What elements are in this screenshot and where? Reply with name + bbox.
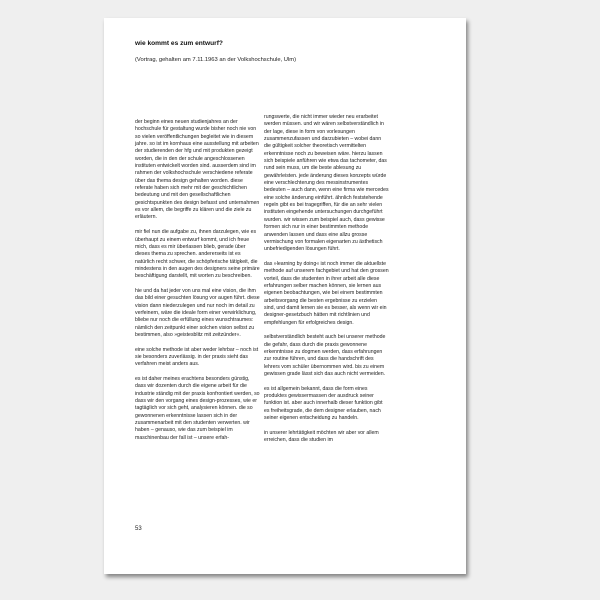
paragraph: selbstverständlich besteht auch bei unserer methode die gefahr, dass durch die praxis gewonnene erkenntnisse zu dogmen werden, dass erfahrungen zur routine führen, und dass die handschrift des lehrers vom schüler übernommen wird. bis zu einem gewissen grade lässt sich das auch nicht vermeiden. [264,334,386,378]
page-number: 53 [135,526,142,532]
article-title: wie kommt es zum entwurf? [135,40,223,47]
paragraph: eine solche methode ist aber weder lehrbar – noch ist sie besonders zuverlässig. in der praxis sieht das verfahren meist anders aus. [135,346,259,368]
article-subtitle: (Vortrag, gehalten am 7.11.1963 an der Volkshochschule, Ulm) [135,57,297,63]
paragraph: es ist daher meines erachtens besonders günstig, dass wir dozenten durch die eigene arbeit für die industrie ständig mit der praxis konfrontiert werden, so dass wir den vorgang eines design-prozesses, wie er tagtäglich vor sich geht, analysieren können. die so gewonnenen erkenntnisse lassen sich in der zusammenarbeit mit den studenten verwerten. wir haben – genauso, wie das zum beispiel im maschinenbau der fall ist – unsere erfah- [135,376,260,441]
text-column-left [135,119,260,449]
text-column-right [264,114,389,452]
paragraph: rungswerte, die nicht immer wieder neu erarbeitet werden müssen. und wir wären selbstverständlich in der lage, diese in form von vorlesungen zusammenzufassen und darzubieten – wobei dann die gültigkeit solcher theoretisch vermittelten erkenntnisse noch zu beweisen wäre. hierzu lassen sich beispiele anführen wie etwa das tachometer, das rund sein muss, um die beste ablesung zu gewährleisten. jede änderung dieses konzepts würde eine verschlechterung des messinstrumentes bedeuten – auch dann, wenn eine firma wie mercedes eine solche änderung einführt. ähnlich feststehende regeln gibt es bei tragegriffen, für die an sehr vielen instituten eingehende untersuchungen durchgeführt wurden. wir wissen zum beispiel auch, dass gewisse formen sich nur in einer bestimmten methode anwenden lassen und dass eine allzu grosse vermischung von formalen eigenarten zu ästhetisch unbefriedigenden lösungen führt. [264,114,389,253]
paragraph: es ist allgemein bekannt, dass die form eines produktes gewissermassen der ausdruck seiner funktion ist. aber auch innerhalb dieser funktion gibt es freiheitsgrade, die dem designer erlauben, nach seiner eigenen entscheidung zu handeln. [264,385,383,422]
paragraph: das »learning by doing« ist noch immer die aktuellste methode auf unserem fachgebiet und hat den grossen vorteil, dass die studenten in ihrer arbeit alle diese erfahrungen selber machen können, sie lernen aus eigenen beobachtungen, wie bei einem bestimmten arbeitsvorgang die besten ergebnisse zu erzielen sind, und damit lernen sie es besser, als wenn wir ein designer-gesetzbuch hätten mit richtlinien und empfehlungen für erfolgreiches design. [264,260,389,326]
paragraph: hie und da hat jeder von uns mal eine vision, die ihm das bild einer gesuchten lösung vor augen führt. diese vision dann niederzulegen und nur noch im detail zu verfeinern, wäre die ideale form einer verwirklichung, bliebe nur noch die erfüllung eines wunschtraumes: nämlich den zeitpunkt einer solchen vision selbst zu bestimmen, also »geistesblitz mit zeitzünder«. [135,287,260,338]
paragraph: mir fiel nun die aufgabe zu, ihnen darzulegen, wie es überhaupt zu einem entwurf kommt, und ich freue mich, dass es mir überlassen blieb, gerade über dieses thema zu sprechen. andererseits ist es natürlich recht schwer, die schöpferische tätigkeit, die mindestens in den augen des designers seine primäre beschäftigung darstellt, mit worten zu beschreiben. [135,229,260,280]
paragraph: in unserer lehrtätigkeit möchten wir aber vor allem erreichen, dass die studien im [264,429,379,444]
book-page [104,18,466,574]
paragraph: der beginn eines neuen studienjahres an der hochschule für gestaltung wurde bisher noch nie von so vielen veröffentlichungen begleitet wie in diesem jahre. so ist im kornhaus eine ausstellung mit arbeiten der studierenden der hfg und mit produkten gezeigt worden, die in den der schule angeschlossenen instituten entwickelt worden sind. ausserdem sind im rahmen der volkshochschule verschiedene referate über das thema design gehalten worden. diese referate haben sich mehr mit der geschichtlichen bedeutung und mit den gesellschaftlichen gesichtspunkten des design befasst und unternahmen es vor allem, die begriffe zu klären und die ziele zu erläutern. [135,119,260,221]
